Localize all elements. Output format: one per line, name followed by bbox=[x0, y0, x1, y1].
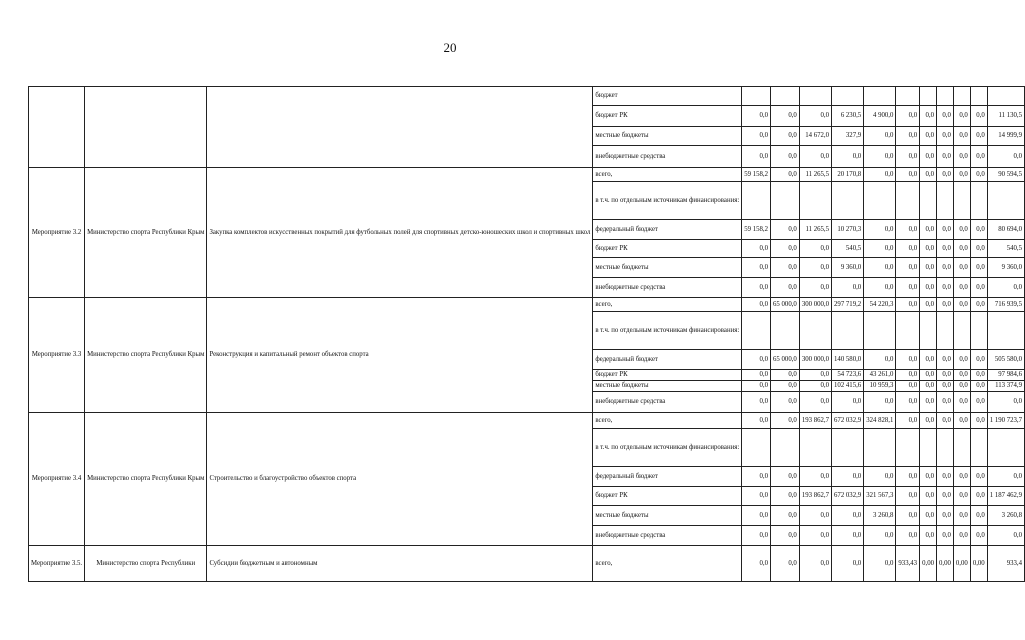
value-cell: 10 959,3 bbox=[864, 381, 896, 392]
source-label-cell: бюджет bbox=[593, 87, 742, 106]
value-cell: 933,43 bbox=[896, 546, 920, 582]
source-label-cell: внебюджетные средства bbox=[593, 278, 742, 298]
value-cell: 0,0 bbox=[953, 127, 970, 146]
table-row bbox=[29, 87, 1025, 106]
source-label-cell: местные бюджеты bbox=[593, 258, 742, 278]
table-row bbox=[29, 298, 1025, 312]
value-cell: 0,0 bbox=[864, 127, 896, 146]
value-cell: 0,0 bbox=[864, 258, 896, 278]
value-cell bbox=[832, 87, 864, 106]
value-cell: 0,0 bbox=[742, 413, 771, 429]
value-cell: 0,0 bbox=[896, 278, 920, 298]
value-cell: 300 000,0 bbox=[799, 350, 831, 370]
value-cell: 0,0 bbox=[799, 278, 831, 298]
value-cell: 0,0 bbox=[771, 413, 800, 429]
value-cell: 0,0 bbox=[864, 168, 896, 182]
value-cell: 0,0 bbox=[896, 258, 920, 278]
value-cell: 0,0 bbox=[799, 106, 831, 127]
value-cell: 0,0 bbox=[953, 258, 970, 278]
value-cell: 0,0 bbox=[799, 240, 831, 258]
value-cell bbox=[970, 429, 987, 467]
value-cell bbox=[799, 87, 831, 106]
value-cell: 0,0 bbox=[742, 506, 771, 526]
source-label-cell: всего, bbox=[593, 546, 742, 582]
value-cell: 0,0 bbox=[970, 298, 987, 312]
value-cell: 10 270,3 bbox=[832, 220, 864, 240]
value-cell: 933,4 bbox=[987, 546, 1024, 582]
description-cell: Субсидии бюджетным и автономным bbox=[207, 546, 593, 582]
value-cell: 321 567,3 bbox=[864, 487, 896, 506]
value-cell: 0,0 bbox=[987, 278, 1024, 298]
value-cell: 0,0 bbox=[832, 392, 864, 413]
description-cell: Строительство и благоустройство объектов спорта bbox=[207, 413, 593, 546]
value-cell: 0,0 bbox=[864, 220, 896, 240]
value-cell: 0,0 bbox=[771, 546, 800, 582]
value-cell: 0,0 bbox=[864, 240, 896, 258]
value-cell: 0,0 bbox=[896, 168, 920, 182]
value-cell: 0,0 bbox=[920, 258, 937, 278]
value-cell: 0,0 bbox=[896, 506, 920, 526]
value-cell: 0,0 bbox=[799, 258, 831, 278]
value-cell bbox=[771, 312, 800, 350]
value-cell: 193 862,7 bbox=[799, 487, 831, 506]
value-cell: 0,0 bbox=[953, 350, 970, 370]
value-cell: 102 415,6 bbox=[832, 381, 864, 392]
value-cell: 716 939,5 bbox=[987, 298, 1024, 312]
value-cell: 0,0 bbox=[896, 146, 920, 168]
value-cell: 65 000,0 bbox=[771, 298, 800, 312]
source-label-cell: бюджет РК bbox=[593, 370, 742, 381]
value-cell: 540,5 bbox=[832, 240, 864, 258]
value-cell: 54 220,3 bbox=[864, 298, 896, 312]
value-cell bbox=[832, 182, 864, 220]
value-cell: 97 984,6 bbox=[987, 370, 1024, 381]
value-cell: 0,0 bbox=[970, 168, 987, 182]
source-label-cell: внебюджетные средства bbox=[593, 526, 742, 546]
source-label-cell: всего, bbox=[593, 168, 742, 182]
value-cell: 0,0 bbox=[771, 381, 800, 392]
value-cell: 0,0 bbox=[987, 392, 1024, 413]
value-cell bbox=[953, 182, 970, 220]
value-cell bbox=[896, 87, 920, 106]
value-cell bbox=[742, 87, 771, 106]
value-cell: 0,0 bbox=[771, 127, 800, 146]
value-cell: 0,00 bbox=[920, 546, 937, 582]
value-cell: 0,0 bbox=[970, 381, 987, 392]
source-label-cell: бюджет РК bbox=[593, 106, 742, 127]
source-label-cell: местные бюджеты bbox=[593, 127, 742, 146]
value-cell: 0,0 bbox=[742, 146, 771, 168]
value-cell bbox=[864, 182, 896, 220]
value-cell: 0,0 bbox=[832, 467, 864, 487]
value-cell bbox=[742, 182, 771, 220]
value-cell bbox=[896, 182, 920, 220]
value-cell: 0,0 bbox=[799, 506, 831, 526]
value-cell: 11 265,5 bbox=[799, 220, 831, 240]
value-cell: 0,0 bbox=[937, 220, 954, 240]
value-cell: 65 000,0 bbox=[771, 350, 800, 370]
value-cell: 0,0 bbox=[987, 467, 1024, 487]
value-cell bbox=[771, 87, 800, 106]
value-cell: 0,0 bbox=[937, 298, 954, 312]
value-cell bbox=[920, 182, 937, 220]
value-cell: 0,0 bbox=[987, 526, 1024, 546]
value-cell: 0,0 bbox=[970, 413, 987, 429]
value-cell: 0,0 bbox=[896, 392, 920, 413]
value-cell: 0,0 bbox=[920, 240, 937, 258]
value-cell: 0,0 bbox=[970, 258, 987, 278]
value-cell: 0,0 bbox=[937, 392, 954, 413]
value-cell: 0,0 bbox=[970, 127, 987, 146]
value-cell: 0,0 bbox=[920, 106, 937, 127]
value-cell: 0,0 bbox=[920, 298, 937, 312]
value-cell bbox=[771, 429, 800, 467]
value-cell bbox=[937, 429, 954, 467]
source-label-cell: федеральный бюджет bbox=[593, 220, 742, 240]
value-cell: 0,0 bbox=[937, 506, 954, 526]
value-cell: 0,0 bbox=[799, 546, 831, 582]
value-cell: 0,0 bbox=[970, 146, 987, 168]
value-cell: 193 862,7 bbox=[799, 413, 831, 429]
value-cell: 0,00 bbox=[970, 546, 987, 582]
value-cell: 0,0 bbox=[896, 381, 920, 392]
value-cell: 297 719,2 bbox=[832, 298, 864, 312]
value-cell: 0,0 bbox=[937, 526, 954, 546]
value-cell: 0,0 bbox=[864, 392, 896, 413]
value-cell: 14 672,0 bbox=[799, 127, 831, 146]
value-cell: 0,0 bbox=[742, 546, 771, 582]
value-cell: 0,0 bbox=[799, 526, 831, 546]
value-cell: 0,0 bbox=[970, 220, 987, 240]
value-cell bbox=[920, 429, 937, 467]
value-cell: 0,0 bbox=[937, 106, 954, 127]
page-number: 20 bbox=[443, 40, 457, 55]
value-cell: 0,0 bbox=[896, 467, 920, 487]
source-label-cell: всего, bbox=[593, 298, 742, 312]
value-cell bbox=[970, 87, 987, 106]
value-cell bbox=[799, 182, 831, 220]
value-cell: 0,0 bbox=[771, 146, 800, 168]
value-cell: 0,0 bbox=[742, 350, 771, 370]
budget-table bbox=[28, 86, 1025, 582]
value-cell: 0,0 bbox=[742, 392, 771, 413]
source-label-cell: в т.ч. по отдельным источникам финансирования: bbox=[593, 182, 742, 220]
value-cell bbox=[953, 312, 970, 350]
value-cell: 0,0 bbox=[970, 350, 987, 370]
value-cell: 0,0 bbox=[953, 392, 970, 413]
value-cell bbox=[937, 312, 954, 350]
value-cell: 0,0 bbox=[832, 526, 864, 546]
value-cell: 0,0 bbox=[920, 392, 937, 413]
value-cell bbox=[953, 429, 970, 467]
value-cell: 0,0 bbox=[953, 487, 970, 506]
value-cell bbox=[771, 182, 800, 220]
value-cell bbox=[970, 312, 987, 350]
value-cell: 3 260,8 bbox=[864, 506, 896, 526]
value-cell: 0,0 bbox=[742, 370, 771, 381]
value-cell: 0,0 bbox=[920, 487, 937, 506]
value-cell: 0,0 bbox=[742, 127, 771, 146]
value-cell: 11 130,5 bbox=[987, 106, 1024, 127]
budget-table-body bbox=[29, 87, 1025, 582]
value-cell bbox=[987, 312, 1024, 350]
value-cell: 0,0 bbox=[896, 106, 920, 127]
value-cell: 0,0 bbox=[920, 506, 937, 526]
value-cell: 14 999,9 bbox=[987, 127, 1024, 146]
value-cell: 0,00 bbox=[937, 546, 954, 582]
value-cell: 0,0 bbox=[771, 370, 800, 381]
value-cell: 0,0 bbox=[896, 350, 920, 370]
source-label-cell: внебюджетные средства bbox=[593, 392, 742, 413]
value-cell: 0,0 bbox=[970, 240, 987, 258]
value-cell: 505 580,0 bbox=[987, 350, 1024, 370]
value-cell bbox=[896, 312, 920, 350]
value-cell: 0,0 bbox=[953, 298, 970, 312]
value-cell: 0,0 bbox=[896, 127, 920, 146]
source-label-cell: федеральный бюджет bbox=[593, 350, 742, 370]
activity-cell: Мероприятие 3.2 bbox=[29, 168, 85, 298]
source-label-cell: внебюджетные средства bbox=[593, 146, 742, 168]
table-row bbox=[29, 546, 1025, 582]
value-cell bbox=[920, 312, 937, 350]
value-cell bbox=[987, 182, 1024, 220]
value-cell: 0,0 bbox=[742, 258, 771, 278]
executor-cell: Министерство спорта Республики bbox=[85, 546, 207, 582]
value-cell: 0,0 bbox=[920, 467, 937, 487]
value-cell: 0,0 bbox=[771, 467, 800, 487]
value-cell: 0,0 bbox=[953, 240, 970, 258]
value-cell: 90 594,5 bbox=[987, 168, 1024, 182]
value-cell: 3 260,8 bbox=[987, 506, 1024, 526]
value-cell: 300 000,0 bbox=[799, 298, 831, 312]
value-cell: 11 265,5 bbox=[799, 168, 831, 182]
table-row bbox=[29, 168, 1025, 182]
value-cell: 0,0 bbox=[771, 526, 800, 546]
value-cell: 0,0 bbox=[896, 370, 920, 381]
value-cell bbox=[987, 429, 1024, 467]
value-cell: 9 360,0 bbox=[987, 258, 1024, 278]
value-cell: 0,0 bbox=[864, 526, 896, 546]
value-cell: 0,0 bbox=[742, 467, 771, 487]
table-row bbox=[29, 413, 1025, 429]
value-cell: 0,0 bbox=[920, 381, 937, 392]
value-cell bbox=[832, 312, 864, 350]
value-cell: 0,0 bbox=[771, 220, 800, 240]
value-cell: 0,0 bbox=[970, 467, 987, 487]
value-cell: 324 828,1 bbox=[864, 413, 896, 429]
value-cell: 0,0 bbox=[864, 467, 896, 487]
value-cell: 0,0 bbox=[742, 526, 771, 546]
value-cell: 0,0 bbox=[920, 127, 937, 146]
activity-cell: Мероприятие 3.3 bbox=[29, 298, 85, 413]
value-cell: 0,0 bbox=[970, 278, 987, 298]
value-cell: 43 261,0 bbox=[864, 370, 896, 381]
value-cell: 59 158,2 bbox=[742, 168, 771, 182]
activity-cell bbox=[29, 87, 85, 168]
value-cell: 0,0 bbox=[920, 526, 937, 546]
value-cell bbox=[864, 312, 896, 350]
activity-cell: Мероприятие 3.4 bbox=[29, 413, 85, 546]
source-label-cell: бюджет РК bbox=[593, 487, 742, 506]
value-cell: 0,0 bbox=[864, 546, 896, 582]
value-cell: 0,0 bbox=[771, 168, 800, 182]
value-cell: 0,0 bbox=[832, 146, 864, 168]
executor-cell bbox=[85, 87, 207, 168]
value-cell: 0,0 bbox=[937, 278, 954, 298]
value-cell: 0,0 bbox=[920, 146, 937, 168]
value-cell bbox=[832, 429, 864, 467]
value-cell: 0,0 bbox=[920, 278, 937, 298]
value-cell: 140 580,0 bbox=[832, 350, 864, 370]
value-cell: 0,0 bbox=[742, 381, 771, 392]
value-cell: 0,0 bbox=[970, 106, 987, 127]
value-cell: 0,0 bbox=[953, 146, 970, 168]
value-cell: 0,0 bbox=[953, 381, 970, 392]
value-cell: 0,0 bbox=[771, 487, 800, 506]
value-cell: 0,0 bbox=[799, 370, 831, 381]
executor-cell: Министерство спорта Республики Крым bbox=[85, 168, 207, 298]
value-cell: 0,0 bbox=[937, 487, 954, 506]
value-cell: 0,0 bbox=[920, 220, 937, 240]
value-cell: 0,0 bbox=[953, 168, 970, 182]
value-cell: 0,0 bbox=[742, 298, 771, 312]
source-label-cell: местные бюджеты bbox=[593, 506, 742, 526]
source-label-cell: в т.ч. по отдельным источникам финансирования: bbox=[593, 312, 742, 350]
value-cell bbox=[742, 429, 771, 467]
value-cell bbox=[864, 429, 896, 467]
value-cell: 0,0 bbox=[970, 487, 987, 506]
value-cell: 0,0 bbox=[771, 506, 800, 526]
value-cell: 0,0 bbox=[864, 278, 896, 298]
value-cell: 0,0 bbox=[937, 127, 954, 146]
value-cell: 20 170,8 bbox=[832, 168, 864, 182]
value-cell: 0,0 bbox=[953, 526, 970, 546]
description-cell bbox=[207, 87, 593, 168]
value-cell: 0,0 bbox=[864, 350, 896, 370]
value-cell: 0,0 bbox=[937, 168, 954, 182]
executor-cell: Министерство спорта Республики Крым bbox=[85, 298, 207, 413]
value-cell bbox=[742, 312, 771, 350]
value-cell: 0,0 bbox=[987, 146, 1024, 168]
value-cell: 0,0 bbox=[771, 392, 800, 413]
value-cell: 0,0 bbox=[970, 392, 987, 413]
value-cell: 0,0 bbox=[896, 413, 920, 429]
value-cell: 0,0 bbox=[970, 526, 987, 546]
value-cell: 0,0 bbox=[896, 220, 920, 240]
value-cell bbox=[864, 87, 896, 106]
value-cell bbox=[970, 182, 987, 220]
value-cell: 672 032,9 bbox=[832, 413, 864, 429]
source-label-cell: бюджет РК bbox=[593, 240, 742, 258]
value-cell: 0,0 bbox=[896, 526, 920, 546]
source-label-cell: местные бюджеты bbox=[593, 381, 742, 392]
value-cell bbox=[937, 182, 954, 220]
value-cell bbox=[896, 429, 920, 467]
value-cell: 0,0 bbox=[953, 106, 970, 127]
value-cell: 327,9 bbox=[832, 127, 864, 146]
value-cell: 9 360,0 bbox=[832, 258, 864, 278]
value-cell bbox=[953, 87, 970, 106]
value-cell: 113 374,9 bbox=[987, 381, 1024, 392]
value-cell: 0,0 bbox=[953, 370, 970, 381]
value-cell: 0,0 bbox=[953, 506, 970, 526]
value-cell: 0,0 bbox=[937, 146, 954, 168]
value-cell: 1 187 462,9 bbox=[987, 487, 1024, 506]
value-cell: 0,0 bbox=[742, 487, 771, 506]
value-cell: 0,0 bbox=[742, 278, 771, 298]
value-cell: 0,0 bbox=[896, 240, 920, 258]
description-cell: Закупка комплектов искусственных покрытий для футбольных полей для спортивных детско-юношеских школ и спортивных школ bbox=[207, 168, 593, 298]
value-cell: 0,0 bbox=[799, 146, 831, 168]
value-cell bbox=[987, 87, 1024, 106]
source-label-cell: всего, bbox=[593, 413, 742, 429]
value-cell: 4 900,0 bbox=[864, 106, 896, 127]
value-cell: 6 230,5 bbox=[832, 106, 864, 127]
value-cell: 0,0 bbox=[937, 350, 954, 370]
value-cell: 59 158,2 bbox=[742, 220, 771, 240]
value-cell: 0,0 bbox=[832, 506, 864, 526]
activity-cell: Мероприятие 3.5. bbox=[29, 546, 85, 582]
value-cell bbox=[937, 87, 954, 106]
value-cell: 0,00 bbox=[953, 546, 970, 582]
value-cell: 0,0 bbox=[771, 258, 800, 278]
value-cell: 0,0 bbox=[742, 106, 771, 127]
value-cell: 0,0 bbox=[864, 146, 896, 168]
value-cell: 0,0 bbox=[953, 413, 970, 429]
value-cell: 0,0 bbox=[937, 467, 954, 487]
value-cell: 0,0 bbox=[953, 278, 970, 298]
description-cell: Реконструкция и капитальный ремонт объектов спорта bbox=[207, 298, 593, 413]
value-cell: 54 723,6 bbox=[832, 370, 864, 381]
value-cell bbox=[799, 429, 831, 467]
value-cell: 0,0 bbox=[953, 220, 970, 240]
value-cell: 0,0 bbox=[920, 350, 937, 370]
value-cell: 0,0 bbox=[799, 381, 831, 392]
value-cell bbox=[799, 312, 831, 350]
value-cell: 0,0 bbox=[937, 413, 954, 429]
value-cell: 0,0 bbox=[742, 240, 771, 258]
value-cell: 672 032,9 bbox=[832, 487, 864, 506]
value-cell: 0,0 bbox=[953, 467, 970, 487]
value-cell: 0,0 bbox=[771, 106, 800, 127]
value-cell: 80 694,0 bbox=[987, 220, 1024, 240]
value-cell: 0,0 bbox=[771, 278, 800, 298]
value-cell: 0,0 bbox=[937, 370, 954, 381]
source-label-cell: в т.ч. по отдельным источникам финансирования: bbox=[593, 429, 742, 467]
value-cell: 0,0 bbox=[832, 278, 864, 298]
source-label-cell: федеральный бюджет bbox=[593, 467, 742, 487]
value-cell bbox=[920, 87, 937, 106]
value-cell: 0,0 bbox=[771, 240, 800, 258]
value-cell: 0,0 bbox=[832, 546, 864, 582]
value-cell: 1 190 723,7 bbox=[987, 413, 1024, 429]
value-cell: 0,0 bbox=[937, 258, 954, 278]
value-cell: 0,0 bbox=[799, 392, 831, 413]
value-cell: 0,0 bbox=[920, 413, 937, 429]
value-cell: 0,0 bbox=[896, 487, 920, 506]
value-cell: 0,0 bbox=[970, 370, 987, 381]
value-cell: 0,0 bbox=[937, 240, 954, 258]
value-cell: 0,0 bbox=[920, 370, 937, 381]
value-cell: 0,0 bbox=[937, 381, 954, 392]
value-cell: 0,0 bbox=[920, 168, 937, 182]
value-cell: 0,0 bbox=[896, 298, 920, 312]
value-cell: 540,5 bbox=[987, 240, 1024, 258]
value-cell: 0,0 bbox=[970, 506, 987, 526]
executor-cell: Министерство спорта Республики Крым bbox=[85, 413, 207, 546]
value-cell: 0,0 bbox=[799, 467, 831, 487]
